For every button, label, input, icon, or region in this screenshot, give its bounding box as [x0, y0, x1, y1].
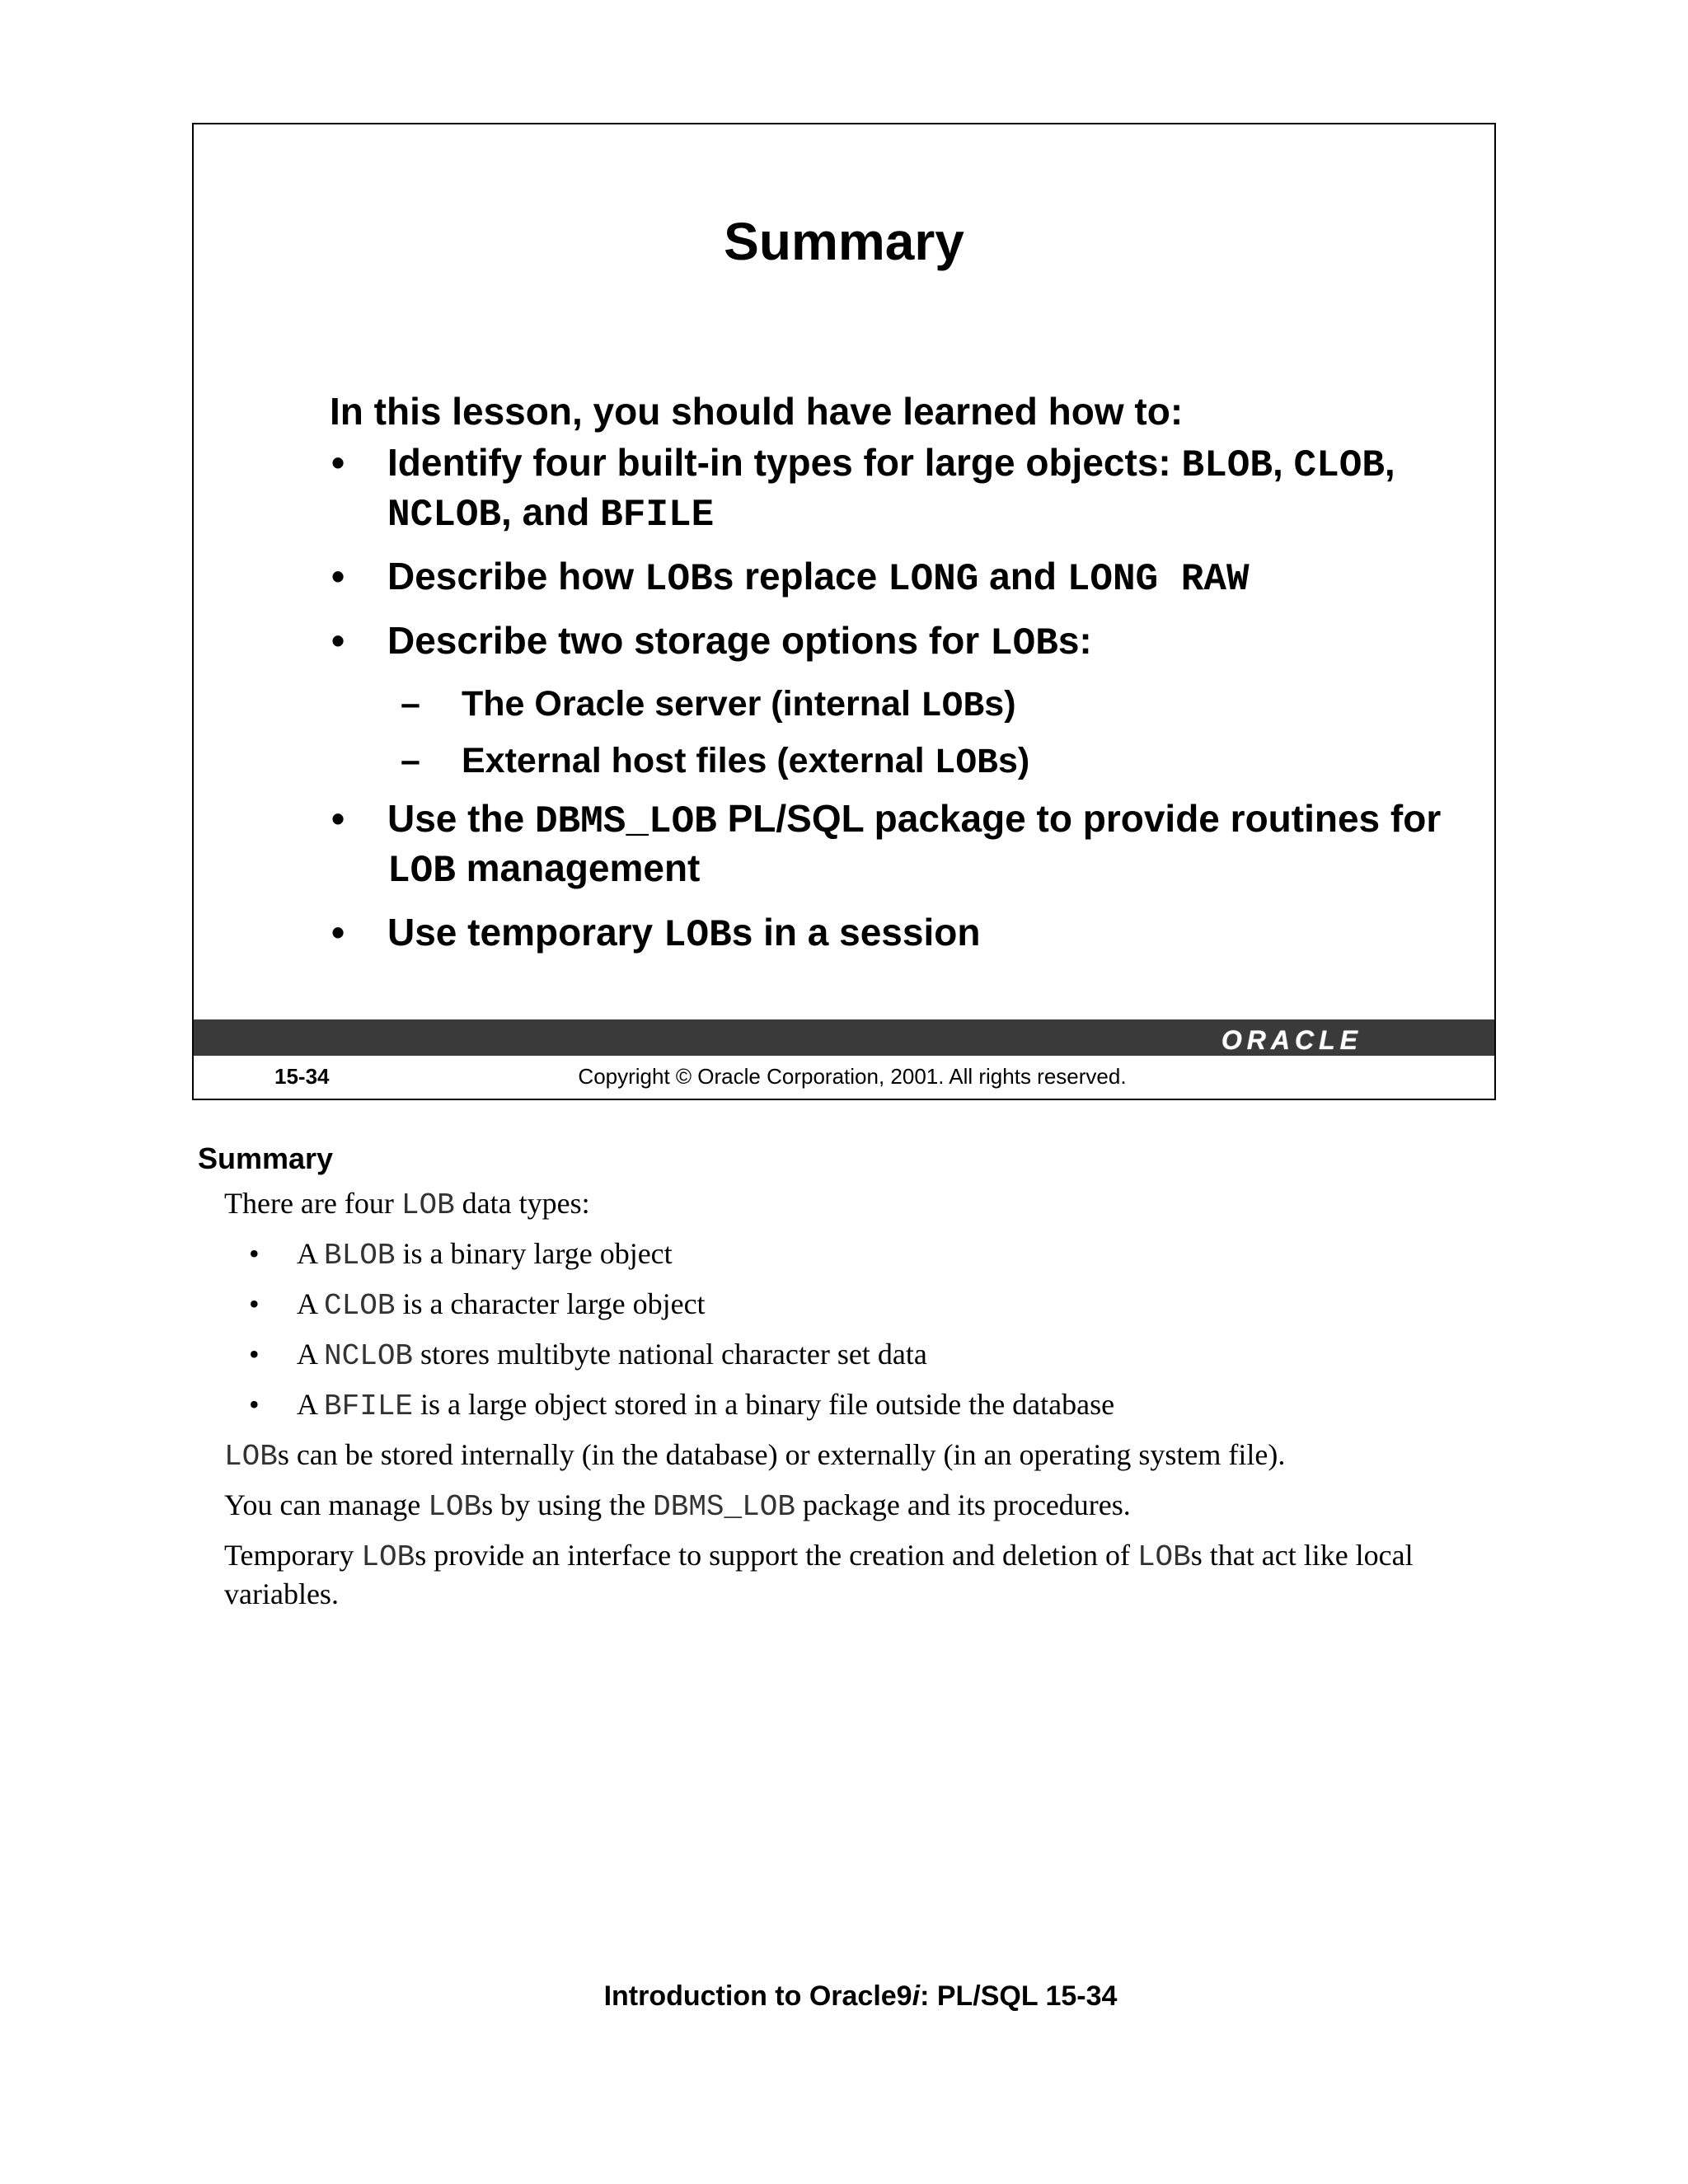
bullet-text: Use temporary — [387, 911, 663, 954]
text: A — [297, 1338, 325, 1371]
code-term: LOB — [361, 1540, 415, 1574]
sub-text: External host files (external — [462, 741, 935, 780]
text: s that act like local variables. — [224, 1539, 1414, 1610]
bullet-text: management — [455, 846, 701, 889]
separator: , — [1272, 441, 1283, 484]
bullet-dot: • — [249, 1237, 260, 1270]
bullet-text: PL/SQL package to provide routines for — [716, 797, 1442, 840]
code-term: LOB — [990, 622, 1058, 665]
footer-text: Introduction to Oracle9 — [603, 1980, 912, 2012]
text: data types: — [454, 1187, 590, 1220]
bullet-dot: • — [331, 911, 345, 954]
bullet-dot: • — [249, 1388, 260, 1421]
separator: , — [1384, 441, 1395, 484]
text: s can be stored internally (in the database) or externally (in an operating system file). — [277, 1438, 1286, 1471]
text: A — [297, 1287, 325, 1320]
bullet-storage-options — [330, 617, 1461, 667]
notes-paragraph — [224, 1185, 1485, 1224]
sub-text: The Oracle server (internal — [462, 684, 921, 724]
notes-heading: Summary — [198, 1141, 334, 1175]
footer-italic: i — [912, 1980, 921, 2012]
oracle-logo: ORACLE — [1221, 1025, 1362, 1055]
code-term: BLOB — [324, 1239, 396, 1272]
code-term: LOB — [1137, 1540, 1191, 1574]
code-term: BLOB — [1181, 444, 1273, 487]
bullet-dot: • — [331, 555, 345, 598]
code-term: LOB — [401, 1188, 455, 1222]
code-term: LOB — [387, 850, 456, 893]
code-term: LONG RAW — [1067, 558, 1250, 601]
bullet-text: s: — [1057, 619, 1092, 662]
slide-body — [330, 388, 1461, 973]
text: s provide an interface to support the creation and deletion of — [415, 1539, 1137, 1572]
code-term: LOB — [920, 686, 985, 726]
bullet-lob-types — [330, 439, 1461, 538]
code-term: BFILE — [600, 494, 715, 537]
notes-list-item — [224, 1336, 1485, 1375]
bullet-dot: • — [331, 797, 345, 840]
code-term: LOB — [663, 914, 732, 957]
code-term: BFILE — [324, 1390, 414, 1423]
bullet-dot: • — [331, 441, 345, 484]
code-term: DBMS_LOB — [653, 1490, 795, 1524]
text: is a character large object — [395, 1287, 706, 1320]
notes-paragraph — [224, 1487, 1485, 1526]
code-term: CLOB — [324, 1289, 396, 1323]
text: A — [297, 1388, 325, 1421]
slide — [192, 123, 1496, 1100]
bullet-dot: • — [249, 1338, 260, 1371]
text: There are four — [224, 1187, 401, 1220]
bullet-dot: • — [331, 619, 345, 662]
slide-intro: In this lesson, you should have learned how to: — [330, 390, 1184, 433]
code-term: LOB — [428, 1490, 482, 1524]
bullet-text: s in a session — [731, 911, 981, 954]
separator: , and — [501, 490, 601, 533]
bullet-text: Identify four built-in types for large objects: — [387, 441, 1182, 484]
text: is a large object stored in a binary file outside the database — [413, 1388, 1115, 1421]
code-term: LOB — [644, 558, 713, 601]
bullet-dot: • — [249, 1287, 260, 1320]
bullet-text: Describe how — [387, 555, 645, 598]
code-term: NCLOB — [324, 1339, 414, 1373]
bullet-text: Describe two storage options for — [387, 619, 990, 662]
copyright: Copyright © Oracle Corporation, 2001. All rights reserved. — [578, 1064, 1127, 1089]
text: package and its procedures. — [795, 1488, 1131, 1521]
bullet-dbms-lob — [330, 795, 1461, 894]
text: A — [297, 1237, 325, 1270]
footer-text: : PL/SQL 15-34 — [920, 1980, 1118, 2012]
slide-number: 15-34 — [274, 1064, 330, 1089]
bullet-lob-replace — [330, 553, 1461, 602]
slide-title: Summary — [724, 212, 964, 271]
bullet-temporary-lobs — [330, 909, 1461, 958]
notes-paragraph — [224, 1436, 1485, 1475]
code-term: CLOB — [1293, 444, 1385, 487]
code-term: NCLOB — [387, 494, 502, 537]
text: is a binary large object — [395, 1237, 673, 1270]
dash: – — [401, 684, 420, 724]
sub-text: s) — [984, 684, 1016, 724]
code-term: LOB — [224, 1440, 278, 1474]
bullet-text: Use the — [387, 797, 535, 840]
text: Temporary — [224, 1539, 362, 1572]
code-term: LOB — [934, 743, 998, 783]
notes-paragraph — [224, 1537, 1485, 1612]
sub-text: s) — [997, 741, 1030, 780]
text: You can manage — [224, 1488, 429, 1521]
notes-list-item — [224, 1235, 1485, 1274]
text: s by using the — [481, 1488, 654, 1521]
notes-list-item — [224, 1286, 1485, 1324]
bullet-text: s replace — [712, 555, 888, 598]
dash: – — [401, 741, 420, 780]
page-footer — [0, 1980, 1688, 2013]
notes-list-item — [224, 1386, 1485, 1425]
code-term: DBMS_LOB — [534, 800, 717, 843]
code-term: LONG — [887, 558, 979, 601]
sub-bullet-internal — [330, 682, 1461, 729]
bullet-text: and — [978, 555, 1067, 598]
sub-bullet-external — [330, 738, 1461, 785]
notes-body — [224, 1185, 1485, 1624]
text: stores multibyte national character set data — [413, 1338, 927, 1371]
